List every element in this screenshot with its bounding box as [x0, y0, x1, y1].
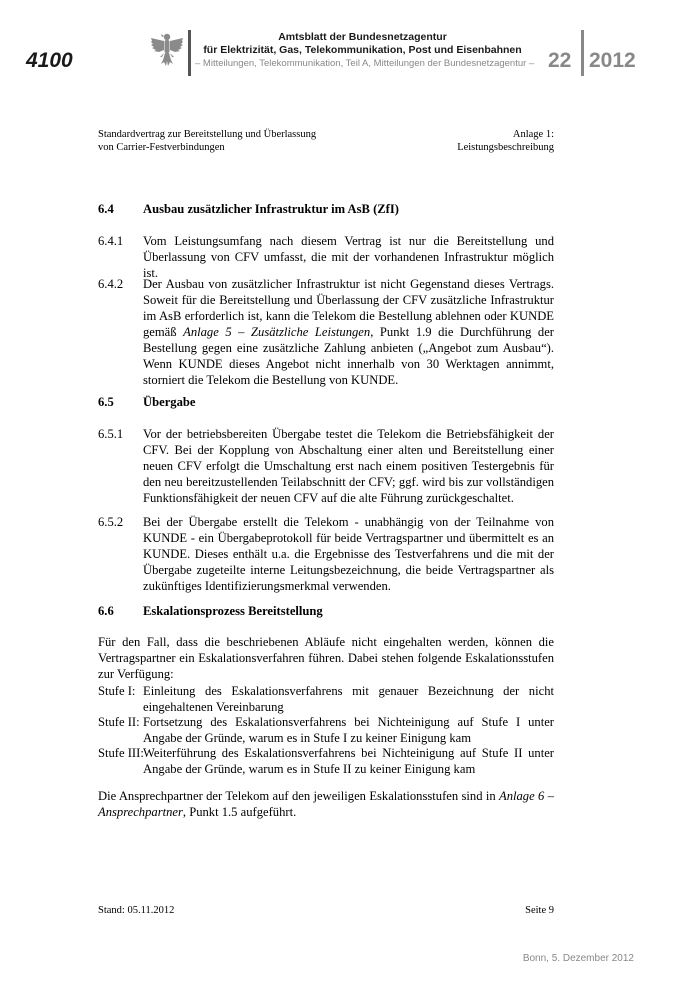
paragraph-number: 6.5.2	[98, 515, 124, 529]
annex-reference: Anlage 5 – Zusätzliche Leistungen	[183, 325, 371, 339]
escalation-intro: Für den Fall, dass die beschriebenen Abläufe nicht eingehalten werden, können die Vertragspartner ein Eskalationsverfahren führen. Dabei stehen folgende Eskalationsstufen zur Verfügung:	[98, 635, 554, 681]
federal-eagle-icon	[150, 30, 184, 68]
paragraph-number: 6.4.1	[98, 234, 124, 248]
stage-label: Stufe I:	[98, 684, 136, 698]
issue-year: 2012	[589, 49, 636, 72]
paragraph-6-5-2	[98, 514, 554, 594]
section-title: Eskalationsprozess Bereitstellung	[143, 604, 323, 618]
gazette-date-footer: Bonn, 5. Dezember 2012	[522, 953, 634, 964]
header-divider-left	[188, 30, 191, 76]
escalation-stage-2	[98, 714, 554, 746]
escalation-contacts-note	[98, 788, 554, 820]
doc-header-left	[98, 128, 316, 154]
stage-text: Fortsetzung des Eskalationsverfahrens bei Nichteinigung auf Stufe I unter Angabe der Gründe, warum es in Stufe I zu keiner Einigung kam	[143, 715, 554, 745]
section-title: Übergabe	[143, 395, 196, 409]
paragraph-6-4-2	[98, 276, 554, 388]
doc-header-right	[457, 128, 554, 154]
paragraph-text: Vor der betriebsbereiten Übergabe testet die Telekom die Betriebsfähigkeit der CFV. Bei der Kopplung von Abschaltung einer alten und Bereitstellung einer neuen CFV erfolgt die Umschaltung erst nach einem positiven Testergebnis für den neu bereitzustellenden Teilabschnitt der CFV; ggf. wird bis zur vollständigen Funktionsfähigkeit der neuen CFV auf die alte Führung zurückgeschaltet.	[143, 427, 554, 505]
paragraph-number: 6.5.1	[98, 427, 124, 441]
doc-header-left-line1: Standardvertrag zur Bereitstellung und Überlassung	[98, 129, 317, 140]
paragraph-text: Vom Leistungsumfang nach diesem Vertrag ist nur die Bereitstellung und Überlassung von CFV umfasst, die mit der vorhandenen Infrastruktur möglich ist.	[143, 234, 554, 280]
paragraph-text-part: Der Ausbau von zusätzlicher Infrastruktur ist nicht Gegenstand dieses Vertrags. Soweit für die Bereitstellung und Überlassung der CFV zusätzliche Infrastruktur im AsB erforderlich ist, kann die Telekom die Bestellung ablehnen oder KUNDE gemäß	[143, 277, 554, 339]
paragraph-number: 6.4.2	[98, 277, 124, 291]
doc-header-left-line2: von Carrier-Festverbindungen	[98, 142, 225, 153]
gazette-subtitle: – Mitteilungen, Telekommunikation, Teil A, Mitteilungen der Bundesnetzagentur –	[195, 58, 535, 69]
doc-header-right-line1: Anlage 1:	[512, 129, 554, 140]
section-number: 6.5	[98, 395, 114, 409]
paragraph-6-4-1	[98, 233, 554, 281]
stage-text: Weiterführung des Eskalationsverfahrens bei Nichteinigung auf Stufe II unter Angabe der Gründe, warum es in Stufe II zu keiner Einigung kam	[143, 746, 554, 776]
footer-date: Stand: 05.11.2012	[98, 905, 175, 916]
gazette-header	[0, 0, 700, 80]
section-number: 6.4	[98, 202, 114, 216]
header-divider-right	[581, 30, 584, 76]
paragraph-text: Bei der Übergabe erstellt die Telekom - unabhängig von der Teilnahme von KUNDE - ein Übergabeprotokoll für beide Vertragspartner und übermittelt es an KUNDE. Dieses enthält u.a. die Ergebnisse des Testverfahrens und die mit der Übergabe zugeteilte interne Leitungsbezeichnung, die beide Vertragspartner als zukünftiges Identifizierungsmerkmal verwenden.	[143, 515, 554, 593]
annex-reference: Anlage 6 – Ansprechpartner	[98, 789, 554, 819]
paragraph-6-5-1	[98, 426, 554, 506]
section-number: 6.6	[98, 604, 114, 618]
page-number: 4100	[26, 49, 73, 72]
stage-label: Stufe III:	[98, 746, 144, 760]
paragraph-text-part: , Punkt 1.9 die Durchführung der Bestellung gegen eine zusätzliche Zahlung anbieten („Angebot zum Ausbau“). Wenn KUNDE dieses Angebot nicht innerhalb von 30 Werktagen annimmt, storniert die Telekom die Bestellung von KUNDE.	[143, 325, 555, 387]
note-text-part: , Punkt 1.5 aufgeführt.	[182, 805, 297, 819]
paragraph-text	[143, 276, 554, 388]
escalation-stage-1	[98, 683, 554, 715]
section-title: Ausbau zusätzlicher Infrastruktur im AsB (ZfI)	[143, 202, 399, 216]
doc-header-right-line2: Leistungsbeschreibung	[457, 142, 554, 153]
stage-label: Stufe II:	[98, 715, 140, 729]
gazette-title-line2: für Elektrizität, Gas, Telekommunikation, Post und Eisenbahnen	[203, 44, 522, 56]
gazette-title-line1: Amtsblatt der Bundesnetzagentur	[278, 31, 447, 43]
footer-page: Seite 9	[525, 905, 554, 916]
issue-number: 22	[548, 49, 572, 72]
gazette-title	[195, 31, 530, 57]
escalation-stage-3	[98, 745, 554, 777]
stage-text: Einleitung des Eskalationsverfahrens mit genauer Bezeichnung der nicht eingehaltenen Vereinbarung	[143, 684, 554, 714]
note-text-part: Die Ansprechpartner der Telekom auf den jeweiligen Eskalationsstufen sind in	[98, 789, 500, 803]
